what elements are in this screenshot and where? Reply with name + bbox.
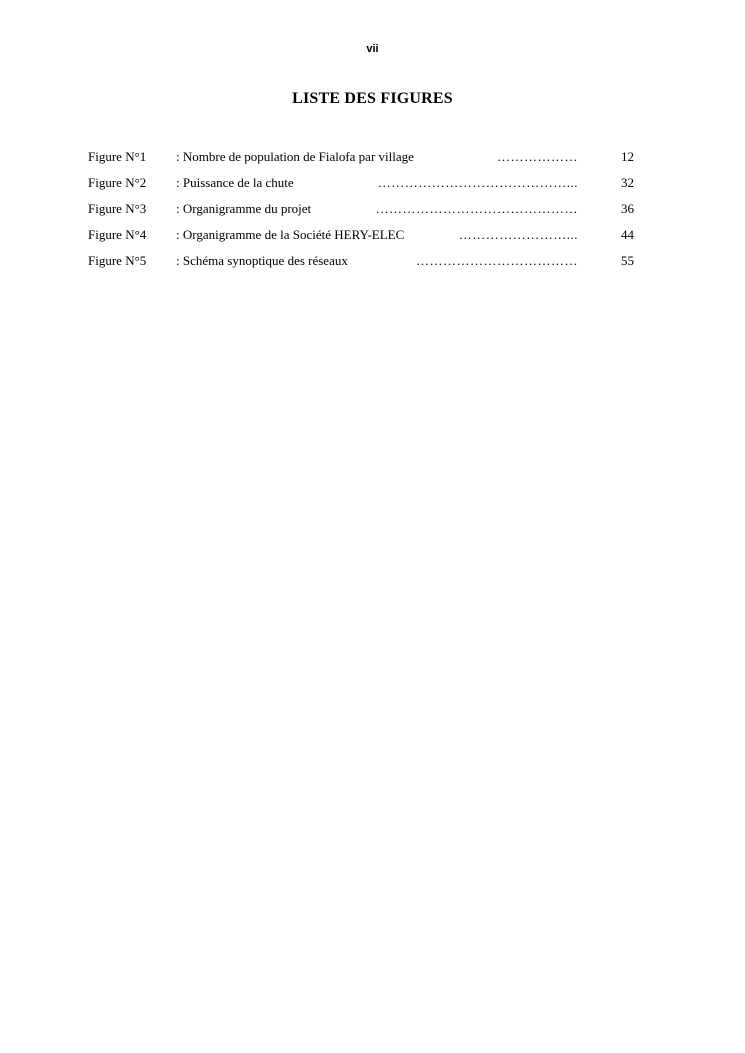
figure-entry bbox=[88, 251, 634, 277]
figure-entry bbox=[88, 199, 634, 225]
figure-caption: : Organigramme de la Société HERY-ELEC bbox=[176, 227, 405, 242]
page-title: LISTE DES FIGURES bbox=[292, 90, 453, 107]
figure-caption: : Nombre de population de Fialofa par village bbox=[176, 149, 414, 164]
figure-page-number: 44 bbox=[621, 227, 634, 242]
figure-label: Figure N°1 bbox=[88, 149, 147, 164]
figure-label: Figure N°4 bbox=[88, 227, 147, 242]
figure-page-number: 32 bbox=[621, 175, 634, 190]
figure-page-number: 55 bbox=[621, 253, 634, 268]
figure-page-number: 12 bbox=[621, 149, 634, 164]
figure-caption: : Schéma synoptique des réseaux bbox=[176, 253, 348, 268]
figure-entry bbox=[88, 225, 634, 251]
figure-caption: : Organigramme du projet bbox=[176, 201, 312, 216]
dot-leader: ……………………………………… bbox=[375, 201, 578, 216]
figure-entry bbox=[88, 147, 634, 173]
figure-list bbox=[88, 147, 634, 277]
dot-leader: ……………………………… bbox=[416, 253, 578, 268]
dot-leader: ……………………... bbox=[458, 227, 578, 242]
figure-label: Figure N°5 bbox=[88, 253, 147, 268]
page-number: vii bbox=[366, 43, 379, 55]
dot-leader: ……………………………………... bbox=[377, 175, 578, 190]
figure-label: Figure N°3 bbox=[88, 201, 147, 216]
figure-entry bbox=[88, 173, 634, 199]
dot-leader: ……………… bbox=[497, 149, 578, 164]
figure-caption: : Puissance de la chute bbox=[176, 175, 294, 190]
figure-label: Figure N°2 bbox=[88, 175, 147, 190]
figure-page-number: 36 bbox=[621, 201, 634, 216]
